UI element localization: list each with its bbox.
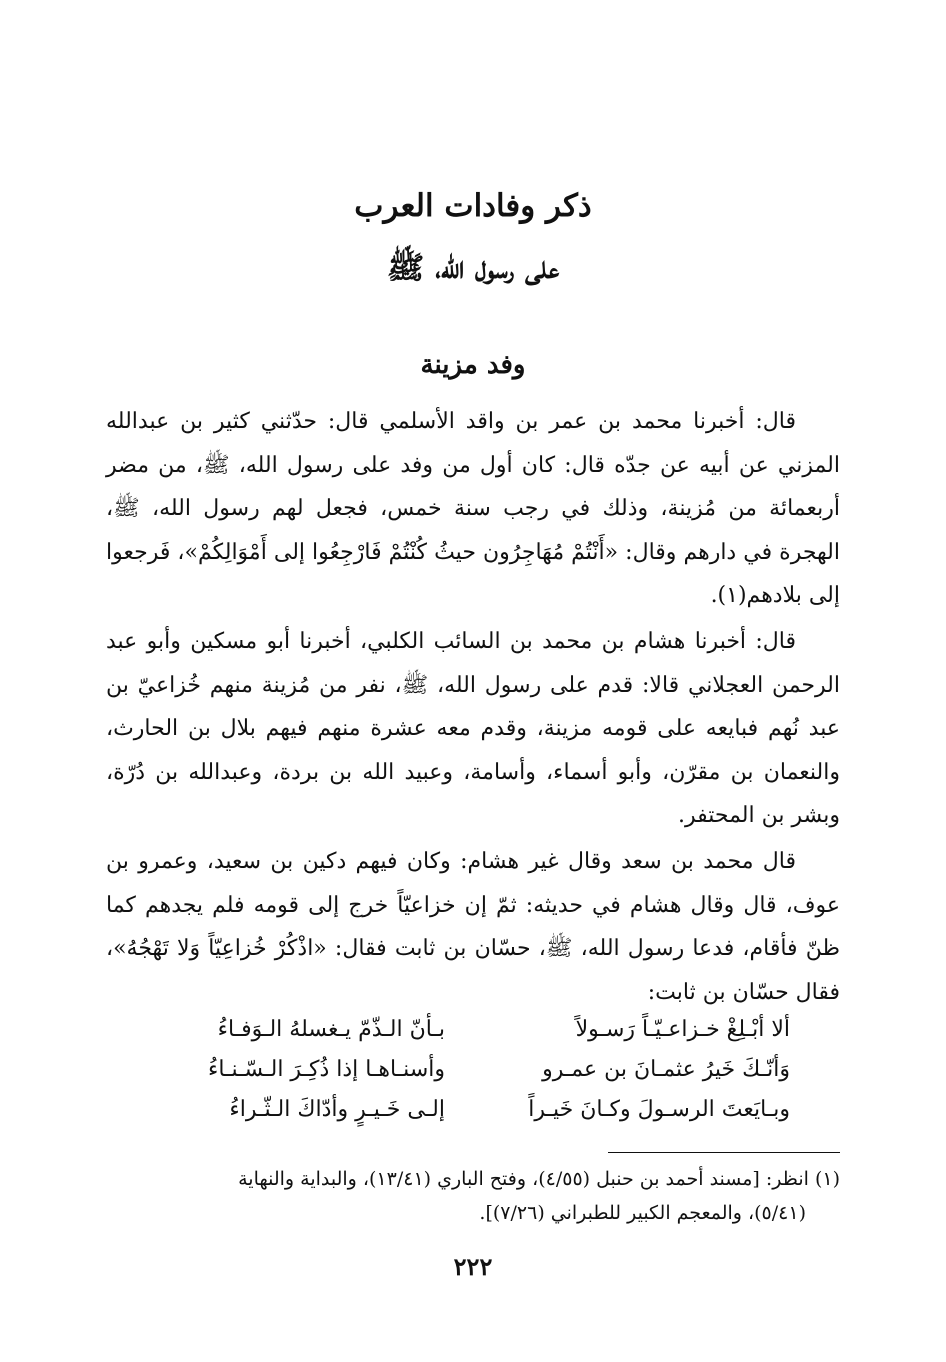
verse-second-hemistich: بـأنّ الـذّمّ يـغسلهُ الـوَفـاءُ (217, 1017, 445, 1042)
verse-second-hemistich: وأسنـاهـا إذا ذُكِـرَ الـسّـنـاءُ (207, 1057, 445, 1082)
poem-verse (140, 1010, 790, 1050)
paragraph-text: قال: أخبرنا هشام بن محمد بن السائب الكلبي، أخبرنا أبو مسكين وأبو عبد الرحمن العجلاني قالا: قدم على رسول الله، ﷺ، نفر من مُزينة منهم خُزاعيّ بن عبد نُهم فبايعه على قومه مزينة، وقدم معه عشرة منهم فيهم بلال بن الحارث، والنعمان بن مقرّن، وأبو أسماء، وأسامة، وعبيد الله بن بردة، وعبدالله بن دُرّة، وبشر بن المحتفر. (106, 629, 840, 828)
paragraph-text: قال محمد بن سعد وقال غير هشام: وكان فيهم دكين بن سعيد، وعمرو بن عوف، قال وقال هشام في حديثه: ثمّ إن خزاعيّاً خرج إلى قومه فلم يجدهم كما ظنّ فأقام، فدعا رسول الله، ﷺ، حسّان بن ثابت فقال: «اذْكُرْ خُزاعِيّاً وَلا تَهْجُهُ»، فقال حسّان بن ثابت: (106, 849, 840, 1005)
verse-first-hemistich: ألا أبْـلِغْ خـزاعـيّـاً رَسـولاً (575, 1017, 790, 1042)
poem-verse (140, 1090, 790, 1130)
chapter-title: ذكر وفادات العرب (354, 188, 592, 224)
poem (140, 1010, 790, 1130)
paragraph-3 (106, 840, 840, 1014)
chapter-subtitle: على رسول الله، ﷺ (386, 250, 560, 286)
page-number: ٢٢٢ (453, 1252, 493, 1281)
paragraph-text: قال: أخبرنا محمد بن عمر بن واقد الأسلمي قال: حدّثني كثير بن عبدالله المزني عن أبيه عن جدّه قال: كان أول من وفد على رسول الله، ﷺ، من مضر أربعمائة من مُزينة، وذلك في رجب سنة خمس، فجعل لهم رسول الله، ﷺ، الهجرة في دارهم وقال: «أَنْتُمْ مُهَاجِرُون حيثُ كُنْتُمْ فَارْجِعُوا إلى أَمْوَالِكُمْ»، فَرجعوا إلى بلادهم(١). (106, 409, 840, 608)
verse-first-hemistich: وبـايَعتَ الرسـولَ وكـانَ خَيـراً (528, 1097, 790, 1122)
section-heading: وفد مزينة (420, 350, 526, 380)
footnote-line: (١) انظر: [مسند أحمد بن حنبل (٤/٥٥)، وفتح الباري (١٣/٤١)، والبداية والنهاية (238, 1168, 840, 1190)
paragraph-2 (106, 620, 840, 838)
verse-second-hemistich: إلـى خَـيـرٍ وأدّاكَ الـثّـراءُ (229, 1097, 445, 1122)
verse-first-hemistich: وَأنّـكَ خَيرُ عثمـانَ بن عمـرو (542, 1057, 790, 1082)
poem-verse (140, 1050, 790, 1090)
footnote (106, 1162, 840, 1230)
paragraph-1 (106, 400, 840, 618)
footnote-divider (608, 1152, 840, 1153)
footnote-line: (٥/٤١)، والمعجم الكبير للطبراني (٧/٢٦)]. (479, 1202, 806, 1224)
